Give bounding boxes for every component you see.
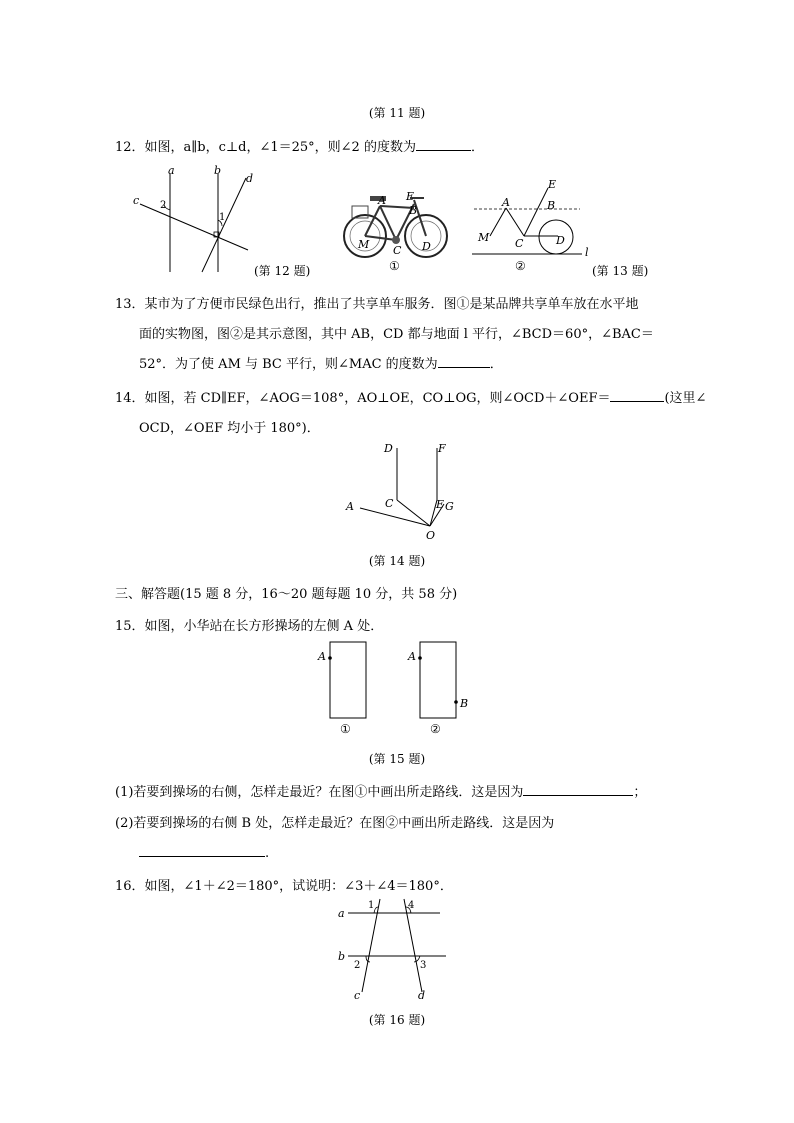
q14-line-1-text: 14．如图，若 CD∥EF，∠AOG＝108°，AO⊥OE，CO⊥OG，则∠OCD＋∠OEF＝: [115, 391, 611, 406]
q15-part-2-answer-line: [139, 844, 269, 861]
section-3-heading: 三、解答题(15 题 8 分，16～20 题每题 10 分，共 58 分): [115, 587, 458, 602]
label-angle-1: 1: [219, 212, 226, 223]
q15-part-2-blank[interactable]: [139, 844, 265, 857]
q13-line-3: [139, 353, 503, 372]
figure-13-schematic: [468, 178, 594, 274]
point-A-1: [328, 656, 332, 660]
figure-15: [310, 636, 480, 740]
label-E: E: [548, 178, 557, 191]
playground-1: [330, 642, 366, 718]
question-12: [115, 136, 484, 155]
label-angle-2: 2: [160, 200, 167, 211]
caption-q16: (第 16 题): [368, 1013, 426, 1027]
figure-number-2: ②: [515, 259, 526, 273]
label-a: a: [338, 907, 345, 920]
label-A: A: [378, 194, 386, 207]
q15-part-1-blank[interactable]: [523, 783, 633, 796]
label-b: b: [214, 164, 222, 177]
q13-line-1: 13．某市为了方便市民绿色出行，推出了共享单车服务．图①是某品牌共享单车放在水平地: [115, 297, 639, 312]
figure-number-1: ①: [389, 259, 400, 273]
q13-line-3-text: 52°．为了使 AM 与 BC 平行，则∠MAC 的度数为: [139, 357, 438, 372]
figure-16: [334, 896, 454, 1002]
playground-2: [420, 642, 456, 718]
q12-period: ．: [470, 140, 484, 155]
label-F: F: [438, 442, 446, 455]
q13-answer-blank[interactable]: [438, 355, 490, 368]
q12-answer-blank[interactable]: [416, 138, 471, 151]
segment-AC: [506, 208, 524, 236]
caption-q15: (第 15 题): [368, 752, 426, 766]
label-E: E: [436, 498, 445, 511]
label-C: C: [385, 497, 394, 510]
caption-q12: (第 12 题): [254, 264, 311, 278]
label-angle-2: 2: [354, 960, 361, 971]
q13-period: ．: [489, 357, 503, 372]
label-B: B: [409, 204, 418, 217]
label-M: M: [478, 231, 490, 244]
label-C: C: [515, 237, 524, 250]
label-D: D: [422, 240, 431, 253]
q15-part-2: (2)若要到操场的右侧 B 处，怎样走最近？在图②中画出所走路线．这是因为: [115, 816, 555, 831]
caption-q14: (第 14 题): [368, 554, 426, 568]
label-D: D: [384, 442, 393, 455]
label-G: G: [445, 500, 454, 513]
label-d: d: [418, 989, 426, 1002]
q15-part-1-end: ；: [633, 785, 647, 800]
caption-q13: (第 13 题): [592, 264, 649, 278]
label-A: A: [502, 196, 510, 209]
label-E: E: [406, 190, 415, 203]
label-c: c: [133, 194, 140, 207]
label-B: B: [460, 697, 469, 710]
q15-part-2-end: .: [265, 846, 270, 861]
label-angle-3: 3: [420, 960, 427, 971]
label-angle-1: 1: [368, 900, 375, 911]
figure-12: [130, 164, 260, 276]
segment-CE: [524, 188, 548, 236]
segment-AO: [360, 508, 430, 526]
label-angle-4: 4: [408, 900, 415, 911]
label-l: l: [585, 246, 589, 259]
label-O: O: [426, 529, 436, 542]
label-A-1: A: [318, 650, 326, 663]
figure-number-2: ②: [430, 722, 441, 736]
q15-part-1-text: (1)若要到操场的右侧，怎样走最近？在图①中画出所走路线．这是因为: [115, 785, 524, 800]
q16-text: 16．如图，∠1＋∠2＝180°，试说明：∠3＋∠4＝180°．: [115, 879, 453, 894]
point-B: [454, 700, 458, 704]
label-a: a: [168, 164, 175, 177]
label-A: A: [346, 500, 354, 513]
label-A-2: A: [408, 650, 416, 663]
line-d: [202, 178, 246, 272]
segment-AM: [490, 208, 506, 236]
label-M: M: [358, 238, 370, 251]
figure-number-1: ①: [340, 722, 351, 736]
label-B: B: [547, 199, 556, 212]
point-A-2: [418, 656, 422, 660]
q14-line-2: OCD，∠OEF 均小于 180°)．: [139, 421, 320, 436]
label-c: c: [354, 989, 361, 1002]
line-c: [140, 204, 248, 250]
label-b: b: [338, 950, 346, 963]
q15-part-1: [115, 781, 646, 800]
caption-q11: (第 11 题): [368, 106, 426, 120]
label-D: D: [556, 234, 565, 247]
figure-13-photo: [340, 188, 452, 274]
q14-note-start: (这里∠: [664, 391, 707, 406]
label-d: d: [246, 172, 254, 185]
q15-intro: 15．如图，小华站在长方形操场的左侧 A 处．: [115, 619, 384, 634]
q13-line-2: 面的实物图，图②是其示意图，其中 AB，CD 都与地面 l 平行，∠BCD＝60°，∠BAC＝: [139, 327, 654, 342]
figure-14: [340, 436, 464, 546]
label-C: C: [393, 244, 402, 257]
q14-answer-blank[interactable]: [610, 389, 664, 402]
q12-text: 12．如图，a∥b，c⊥d，∠1＝25°，则∠2 的度数为: [115, 140, 416, 155]
q14-line-1: [115, 387, 706, 406]
